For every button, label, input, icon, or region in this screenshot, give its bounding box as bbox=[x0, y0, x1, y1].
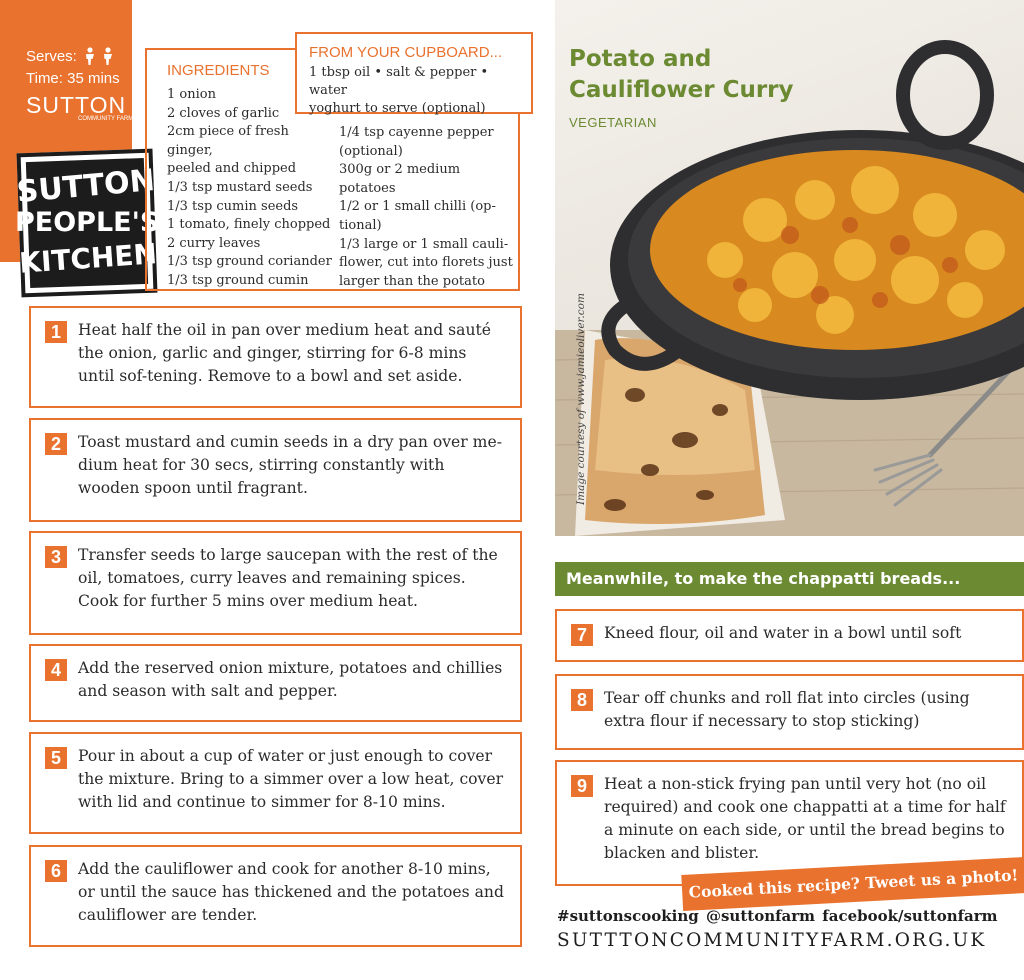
step-number: 5 bbox=[45, 747, 67, 769]
step-text: Add the reserved onion mixture, potatoes and chillies and season with salt and pepper. bbox=[78, 659, 503, 700]
kitchen-logo-line-2: PEOPLE'S bbox=[14, 207, 160, 238]
farm-logo-word: SUTTON bbox=[26, 92, 127, 118]
recipe-title-line-2: Cauliflower Curry bbox=[569, 77, 794, 103]
step-5 bbox=[29, 732, 522, 834]
sutton-peoples-kitchen-logo bbox=[14, 149, 160, 298]
step-number: 1 bbox=[45, 321, 67, 343]
recipe-title-line-1: Potato and bbox=[569, 46, 712, 72]
recipe-tag: VEGETARIAN bbox=[569, 115, 657, 130]
kitchen-logo-line-3: KITCHEN bbox=[18, 237, 159, 280]
step-2 bbox=[29, 418, 522, 522]
ingredient-item: peeled and chipped bbox=[167, 161, 297, 177]
step-number: 3 bbox=[45, 546, 67, 568]
serves-label: Serves: bbox=[26, 47, 77, 65]
cupboard-line: 1 tbsp oil • salt & pepper • water bbox=[309, 65, 489, 98]
step-4 bbox=[29, 644, 522, 722]
ingredient-item: 1/3 large or 1 small cauli- bbox=[339, 236, 509, 252]
ingredient-item: flower, cut into florets just bbox=[339, 255, 513, 271]
social-handles: #suttonscooking @suttonfarm facebook/suttonfarm bbox=[557, 907, 998, 925]
step-1 bbox=[29, 306, 522, 408]
ingredient-item: (optional) bbox=[339, 143, 403, 159]
step-6 bbox=[29, 845, 522, 947]
tweet-banner: Cooked this recipe? Tweet us a photo! bbox=[681, 857, 1024, 911]
step-text: Heat a non-stick frying pan until very hot (no oil required) and cook one chappatti at a time for half a minute on each side, or until the bread begins to blacken and blister. bbox=[604, 775, 1006, 862]
step-text: Toast mustard and cumin seeds in a dry pan over me-dium heat for 30 secs, stirring constantly with wooden spoon until fragrant. bbox=[78, 433, 502, 497]
website-url: SUTTTONCOMMUNITYFARM.ORG.UK bbox=[557, 930, 987, 951]
step-text: Transfer seeds to large saucepan with the rest of the oil, tomatoes, curry leaves and remaining spices. Cook for further 5 mins over medium heat. bbox=[78, 546, 498, 610]
cupboard-items bbox=[309, 64, 519, 118]
step-text: Tear off chunks and roll flat into circles (using extra flour if necessary to stop sticking) bbox=[604, 689, 970, 730]
recipe-title bbox=[569, 44, 829, 106]
step-number: 4 bbox=[45, 659, 67, 681]
photo-credit: Image courtesy of www.jamieoliver.com bbox=[575, 293, 587, 505]
ingredient-item: 2 curry leaves bbox=[167, 235, 261, 251]
farm-logo-sub: COMMUNITY FARM bbox=[78, 116, 134, 122]
time-label: Time: 35 mins bbox=[26, 70, 120, 87]
step-number: 6 bbox=[45, 860, 67, 882]
cupboard-heading: FROM YOUR CUPBOARD... bbox=[309, 44, 503, 61]
ingredient-item: 1/4 tsp cayenne pepper bbox=[339, 125, 494, 140]
ingredient-item: 1/3 tsp mustard seeds bbox=[167, 179, 313, 195]
step-text: Heat half the oil in pan over medium heat and sauté the onion, garlic and ginger, stirring for 6-8 mins until sof-tening. Remove to a bowl and set aside. bbox=[78, 321, 491, 385]
step-7 bbox=[555, 609, 1024, 662]
step-number: 2 bbox=[45, 433, 67, 455]
step-number: 9 bbox=[571, 775, 593, 797]
serves-line bbox=[26, 47, 118, 65]
step-8 bbox=[555, 674, 1024, 750]
ingredient-item: 1 tomato, finely chopped bbox=[167, 217, 331, 233]
ingredient-item: 1/2 or 1 small chilli (op- bbox=[339, 199, 496, 215]
ingredient-item: tional) bbox=[339, 217, 382, 233]
ingredients-heading: INGREDIENTS bbox=[167, 62, 270, 79]
cupboard-line: yoghurt to serve (optional) bbox=[309, 101, 486, 116]
sutton-farm-logo bbox=[26, 92, 133, 123]
kitchen-logo-line-1: SUTTON bbox=[15, 163, 157, 210]
ingredient-item: 1 onion bbox=[167, 87, 216, 102]
cupboard-box bbox=[295, 32, 533, 114]
ingredient-item: 1/3 tsp ground coriander bbox=[167, 254, 332, 270]
step-number: 7 bbox=[571, 624, 593, 646]
step-text: Pour in about a cup of water or just enough to cover the mixture. Bring to a simmer over a low heat, cover with lid and continue to simmer for 8-10 mins. bbox=[78, 747, 504, 811]
ingredient-item: 300g or 2 medium potatoes bbox=[339, 162, 461, 196]
ingredient-item: 1/3 tsp cumin seeds bbox=[167, 198, 299, 214]
ingredient-item: larger than the potato bbox=[339, 273, 485, 289]
chappatti-banner: Meanwhile, to make the chappatti breads... bbox=[555, 562, 1024, 596]
ingredients-right-column bbox=[339, 124, 514, 291]
ingredient-item: 2 cloves of garlic bbox=[167, 105, 280, 121]
step-text: Kneed flour, oil and water in a bowl until soft bbox=[604, 624, 962, 642]
step-text: Add the cauliflower and cook for another 8-10 mins, or until the sauce has thickened and the potatoes and cauliflower are tender. bbox=[78, 860, 504, 924]
ingredient-item: 1/3 tsp ground cumin bbox=[167, 272, 309, 288]
step-3 bbox=[29, 531, 522, 635]
ingredient-item: 2cm piece of fresh ginger, bbox=[167, 124, 289, 158]
step-number: 8 bbox=[571, 689, 593, 711]
people-icon bbox=[82, 47, 118, 65]
